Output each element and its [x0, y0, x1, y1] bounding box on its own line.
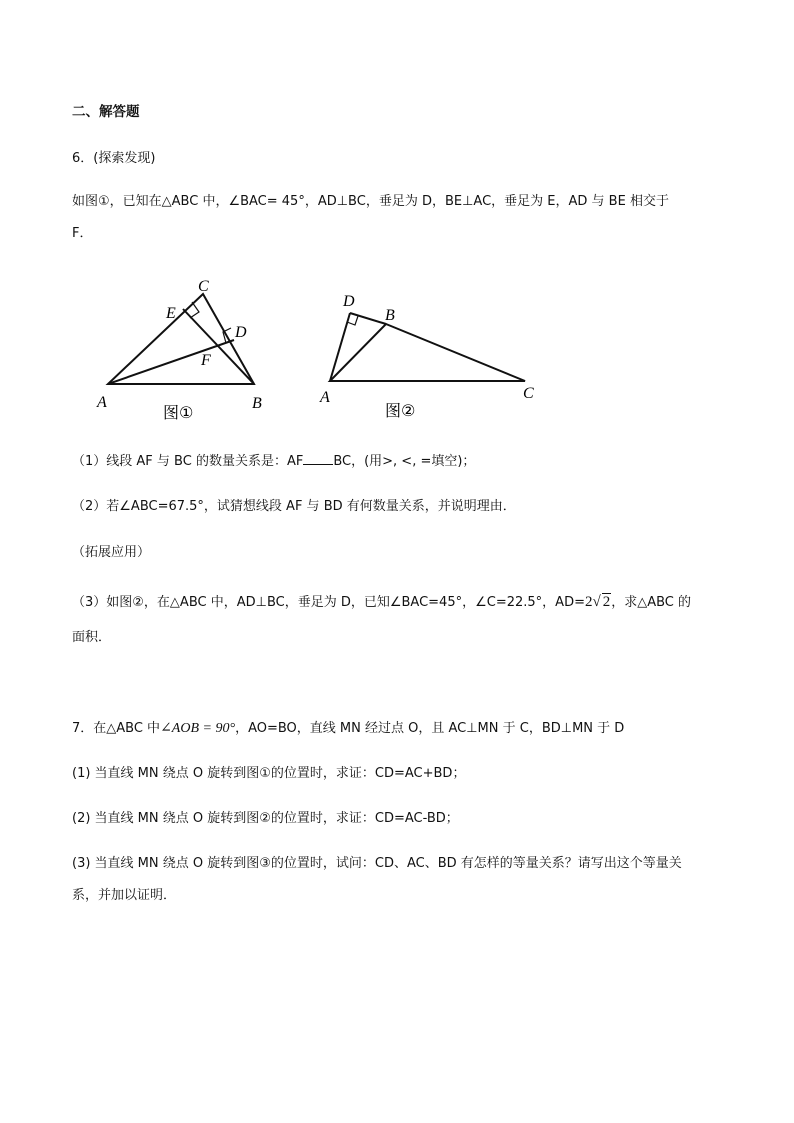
fig1-label-b: B [252, 395, 262, 412]
q6-part3-text-b: ，求△ABC 的 [611, 595, 691, 610]
q7-part1: (1) 当直线 MN 绕点 O 旋转到图①的位置时，求证：CD=AC+BD； [72, 766, 466, 781]
fig1-label-e: E [166, 305, 176, 322]
q6-part2: （2）若∠ABC=67.5°，试猜想线段 AF 与 BD 有何数量关系，并说明理由． [72, 499, 516, 514]
q6-part3-line2: 面积． [72, 630, 112, 645]
q6-part1-blank [303, 452, 333, 465]
q6-part3-text-a: （3）如图②，在△ABC 中，AD⊥BC，垂足为 D，已知∠BAC=45°，∠C=22.5°，AD= [72, 595, 585, 610]
fig1-label-f: F [201, 352, 211, 369]
q6-part3-sqrt-coef: 2 [584, 594, 593, 610]
fig1-label-c: C [198, 278, 209, 295]
q7-part2: (2) 当直线 MN 绕点 O 旋转到图②的位置时，求证：CD=AC-BD； [72, 811, 459, 826]
q6-part1-text-a: （1）线段 AF 与 BC 的数量关系是：AF [72, 454, 304, 469]
q6-part3-line1 [72, 593, 691, 612]
q6-part3-sqrt [585, 593, 611, 611]
q6-extension-heading: （拓展应用） [72, 545, 151, 560]
q6-intro-line2: F． [72, 226, 93, 241]
fig1-caption: 图① [163, 403, 194, 422]
section-heading: 二、解答题 [72, 104, 140, 120]
q7-intro-math: ∠AOB = 90° [160, 721, 236, 736]
q7-intro-text-a: 7．在△ABC 中 [72, 721, 161, 736]
fig1-label-a: A [97, 394, 107, 411]
q6-part1 [72, 452, 475, 471]
fig2-label-a: A [320, 389, 330, 406]
radical-sign-icon: √ [592, 594, 601, 610]
fig2-label-b: B [385, 307, 395, 324]
q6-part1-text-b: BC，(用>, <, =填空)； [333, 454, 476, 469]
q6-figures [0, 0, 794, 440]
q7-part3-line1: (3) 当直线 MN 绕点 O 旋转到图③的位置时，试问：CD、AC、BD 有怎样的等量关系？请写出这个等量关 [72, 856, 682, 871]
figure-1 [108, 294, 254, 384]
q7-intro [72, 720, 624, 738]
fig1-triangle-abc [108, 294, 254, 384]
q7-part3-line2: 系，并加以证明． [72, 888, 177, 903]
fig1-segment-ad [108, 340, 234, 384]
q6-number: 6．(探索发现) [72, 151, 156, 166]
fig2-label-c: C [523, 385, 534, 402]
q6-intro-line1: 如图①，已知在△ABC 中，∠BAC= 45°，AD⊥BC，垂足为 D，BE⊥AC，垂足为 E，AD 与 BE 相交于 [72, 194, 669, 209]
q7-intro-text-b: ，AO=BO，直线 MN 经过点 O，且 AC⊥MN 于 C，BD⊥MN 于 D [235, 721, 625, 736]
fig1-label-d: D [235, 324, 247, 341]
fig2-triangle-abc [330, 324, 525, 381]
figure-2 [330, 313, 525, 381]
fig2-caption: 图② [385, 401, 416, 420]
q6-part3-sqrt-radicand: 2 [602, 594, 611, 610]
fig2-label-d: D [343, 293, 355, 310]
